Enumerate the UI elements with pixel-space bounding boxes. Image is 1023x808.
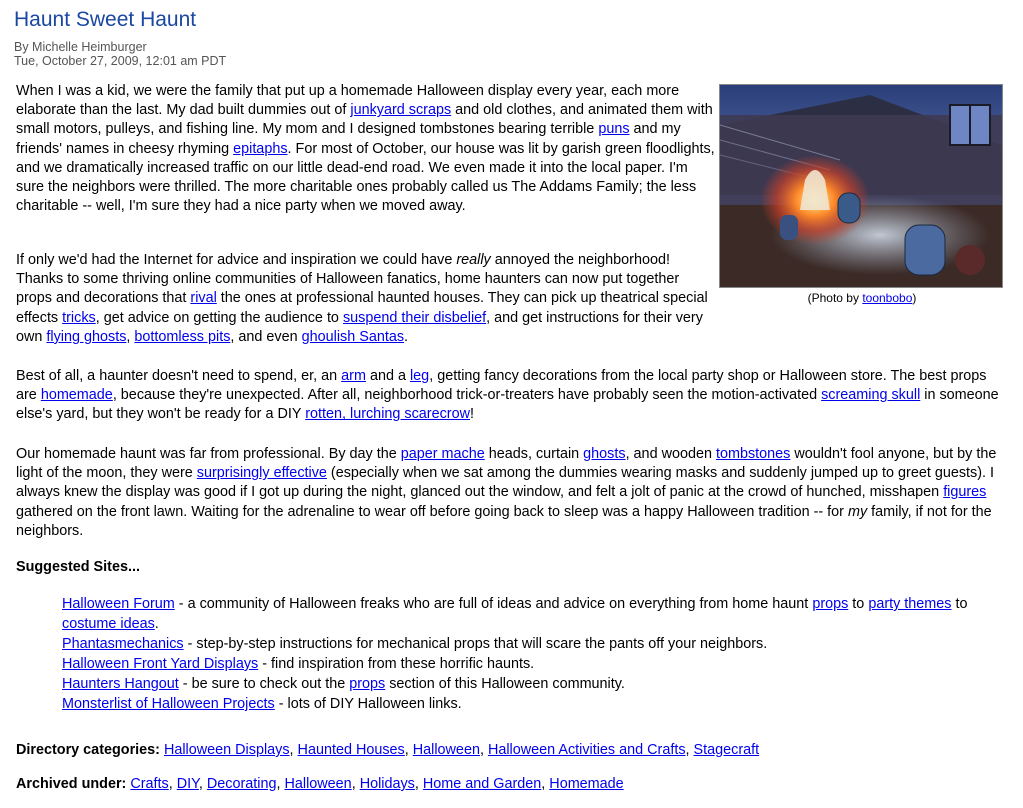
link-halloween-forum[interactable]: Halloween Forum: [62, 596, 175, 612]
tag-link[interactable]: Home and Garden: [422, 776, 542, 792]
link-screaming-skull[interactable]: screaming skull: [821, 387, 921, 404]
text: to: [951, 596, 968, 612]
link-props[interactable]: props: [349, 676, 386, 692]
text: and old clothes, and animated them with small motors, pulleys, and fishing line. My mom and I designed tombstones bearing terrible: [16, 102, 713, 138]
text: - find inspiration from these horrific haunts.: [258, 656, 535, 672]
link-bottomless-pits[interactable]: bottomless pits: [134, 328, 231, 345]
separator: ,: [289, 742, 298, 758]
photo-figure: [719, 84, 1005, 305]
caption-suffix: ): [912, 291, 917, 305]
list-item: [62, 654, 982, 674]
archived-label: Archived under:: [16, 776, 127, 792]
paragraph-1: [16, 82, 716, 216]
link-halloween-front-yard-displays[interactable]: Halloween Front Yard Displays: [62, 656, 259, 672]
link-tombstones[interactable]: tombstones: [715, 446, 791, 462]
link-tricks[interactable]: tricks: [62, 309, 96, 326]
link-haunters-hangout[interactable]: Haunters Hangout: [62, 676, 179, 692]
suggested-sites-heading: Suggested Sites...: [16, 559, 140, 575]
link-ghosts[interactable]: ghosts: [583, 446, 626, 462]
link-suspend-their-disbelief[interactable]: suspend their disbelief: [342, 309, 487, 326]
text: the ones at professional haunted houses. They can pick up theatrical special effects: [16, 290, 708, 326]
tag-link[interactable]: Decorating: [206, 776, 277, 792]
link-homemade[interactable]: homemade: [40, 387, 113, 404]
link-ghoulish-santas[interactable]: ghoulish Santas: [301, 328, 405, 345]
text: - lots of DIY Halloween links.: [274, 696, 462, 712]
text: (especially when we sat among the dummies wearing masks and suddenly jumped up to greet guests). I always knew the display was good if I got up during the night, glanced out the window, and felt a jolt of panic at the crowd of hunched, misshapen: [16, 465, 995, 501]
paragraph-3: [16, 367, 1011, 425]
text: in someone else's yard, but they won't be ready for a DIY: [16, 387, 999, 423]
caption-prefix: (Photo by: [807, 291, 863, 305]
tag-link[interactable]: Halloween: [284, 776, 352, 792]
text: ,: [126, 328, 135, 345]
article-title: Haunt Sweet Haunt: [14, 8, 197, 31]
text: . For most of October, our house was lit by garish green floodlights, and we dramatically increased traffic on our little dead-end road. We even made it into the local paper. I'm sure the neighbors were thrilled. The more charitable ones probably called us The Addams Family; the less charitable -- well, I'm sure they had a nice party when we moved away.: [16, 140, 715, 215]
caption-photographer-link[interactable]: toonbobo: [862, 291, 913, 305]
link-rotten-lurching-scarecrow[interactable]: rotten, lurching scarecrow: [305, 406, 470, 423]
separator: ,: [414, 776, 423, 792]
link-party-themes[interactable]: party themes: [868, 596, 952, 612]
list-item: [62, 634, 982, 654]
separator: ,: [168, 776, 177, 792]
category-link[interactable]: Halloween Displays: [163, 742, 290, 758]
text: , and wooden: [625, 446, 716, 462]
text: !: [469, 406, 474, 423]
separator: ,: [404, 742, 413, 758]
text: family, if not for the neighbors.: [16, 503, 992, 539]
directory-categories: [16, 742, 759, 758]
separator: ,: [198, 776, 207, 792]
separator: ,: [479, 742, 488, 758]
text: , and get instructions for their very own: [16, 309, 703, 345]
list-item: [62, 594, 982, 634]
text: gathered on the front lawn. Waiting for the adrenaline to wear off before going back to sleep was a happy Halloween tradition -- for: [16, 503, 848, 520]
text: - a community of Halloween freaks who are full of ideas and advice on everything from home haunt: [174, 596, 813, 612]
text: Best of all, a haunter doesn't need to spend, er, an: [16, 368, 342, 384]
separator: ,: [685, 742, 694, 758]
emphasis: really: [456, 252, 491, 268]
link-props[interactable]: props: [812, 596, 849, 612]
text: heads, curtain: [484, 446, 584, 462]
text: wouldn't fool anyone, but by the light of the moon, they were: [16, 446, 997, 482]
link-paper-mache[interactable]: paper mache: [400, 446, 485, 462]
list-item: [62, 674, 982, 694]
link-puns[interactable]: puns: [598, 121, 630, 138]
link-surprisingly-effective[interactable]: surprisingly effective: [196, 465, 327, 482]
directory-label: Directory categories:: [16, 742, 160, 758]
link-leg[interactable]: leg: [409, 368, 430, 384]
text: .: [154, 616, 159, 632]
text: Our homemade haunt was far from professional. By day the: [16, 446, 401, 462]
category-link[interactable]: Haunted Houses: [297, 742, 405, 758]
halloween-yard-photo: [719, 84, 1003, 288]
separator: ,: [541, 776, 550, 792]
tag-link[interactable]: DIY: [176, 776, 199, 792]
text: .: [404, 328, 409, 345]
text: , get advice on getting the audience to: [95, 309, 343, 326]
link-rival[interactable]: rival: [190, 290, 217, 307]
text: - be sure to check out the: [178, 676, 350, 692]
category-link[interactable]: Halloween Activities and Crafts: [487, 742, 686, 758]
text: - step-by-step instructions for mechanical props that will scare the pants off your neighbors.: [183, 636, 768, 652]
separator: ,: [276, 776, 285, 792]
text: section of this Halloween community.: [385, 676, 625, 692]
text: , and even: [230, 328, 302, 345]
text: to: [848, 596, 869, 612]
text: annoyed the neighborhood! Thanks to some thriving online communities of Halloween fanatics, home haunters can now put together props and decorations that: [16, 252, 680, 307]
emphasis: my: [847, 503, 868, 520]
text: and a: [365, 368, 410, 384]
link-monsterlist[interactable]: Monsterlist of Halloween Projects: [62, 696, 275, 712]
tag-link[interactable]: Holidays: [359, 776, 415, 792]
text: and my friends' names in cheesy rhyming: [16, 121, 681, 157]
text: , because they're unexpected. After all, neighborhood trick-or-treaters have probably seen the motion-activated: [112, 387, 822, 404]
tag-link[interactable]: Homemade: [549, 776, 624, 792]
tag-link[interactable]: Crafts: [130, 776, 169, 792]
link-costume-ideas[interactable]: costume ideas: [62, 616, 155, 632]
link-epitaphs[interactable]: epitaphs: [233, 140, 288, 157]
link-flying-ghosts[interactable]: flying ghosts: [46, 328, 127, 345]
byline: [14, 40, 226, 68]
link-junkyard-scraps[interactable]: junkyard scraps: [350, 102, 452, 119]
link-figures[interactable]: figures: [943, 484, 987, 501]
separator: ,: [351, 776, 360, 792]
text: When I was a kid, we were the family that put up a homemade Halloween display every year, each more elaborate than the last. My dad built dummies out of: [16, 83, 680, 119]
category-link[interactable]: Stagecraft: [693, 742, 760, 758]
author: By Michelle Heimburger: [14, 40, 147, 54]
list-item: [62, 694, 982, 714]
publish-date: Tue, October 27, 2009, 12:01 am PDT: [14, 54, 227, 68]
text: , getting fancy decorations from the local party shop or Halloween store. The best props are: [16, 368, 987, 404]
archived-under: [16, 776, 624, 792]
link-arm[interactable]: arm: [341, 368, 366, 384]
paragraph-2: [16, 251, 716, 347]
text: If only we'd had the Internet for advice and inspiration we could have: [16, 252, 457, 268]
photo-caption: [719, 291, 1005, 305]
category-link[interactable]: Halloween: [412, 742, 480, 758]
link-phantasmechanics[interactable]: Phantasmechanics: [62, 636, 184, 652]
paragraph-4: [16, 445, 1011, 541]
suggested-sites-list: [62, 594, 982, 714]
